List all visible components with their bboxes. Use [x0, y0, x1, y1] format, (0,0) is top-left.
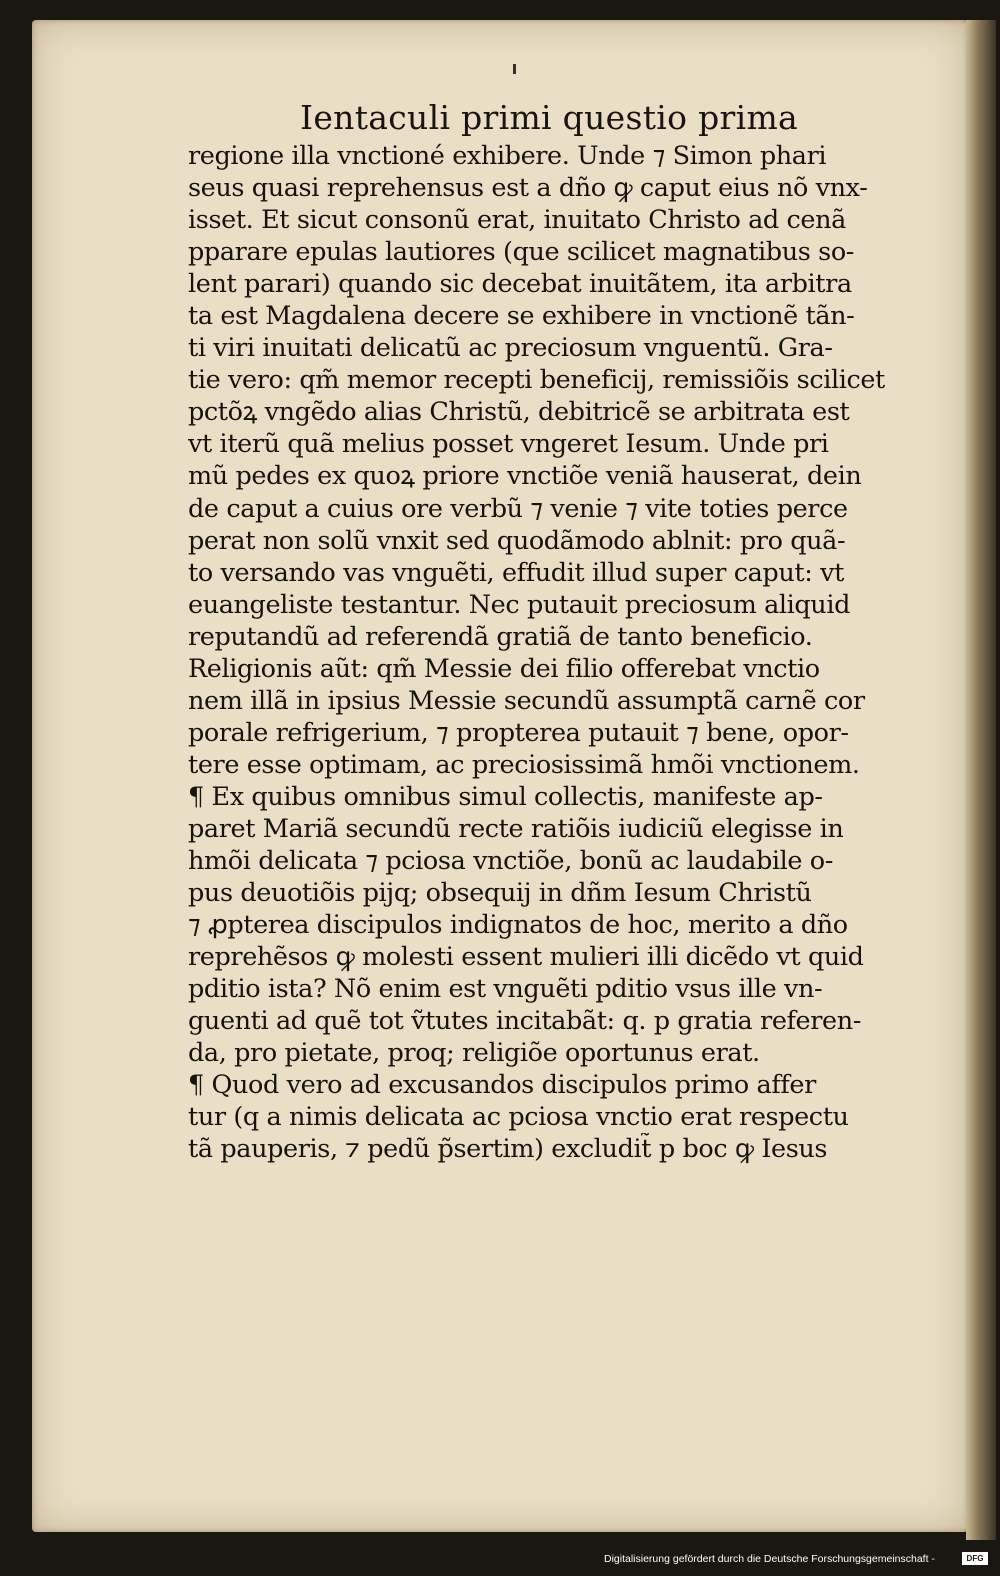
text-line: perat non solũ vnxit sed quodãmodo ablnit: pro quã- — [188, 525, 846, 556]
text-line: reputandũ ad referendã gratiã de tanto beneficio. — [188, 621, 813, 652]
text-line: ti viri inuitati delicatũ ac preciosum vnguentũ. Gra- — [188, 333, 833, 364]
text-line: pditio ista? Nõ enim est vnguẽti pditio vsus ille vn- — [188, 974, 823, 1005]
page-mark — [513, 64, 516, 74]
text-line: hmõi delicata ⁊ pciosa vnctiõe, bonũ ac laudabile o- — [188, 846, 833, 877]
running-header: Ientaculi primi questio prima — [300, 98, 799, 137]
text-line: guenti ad quẽ tot ṽtutes incitabãt: q. p gratia referen- — [188, 1006, 861, 1037]
text-line: ⁊ ꝓpterea discipulos indignatos de hoc, merito a dño — [188, 910, 848, 941]
text-line: isset. Et sicut consonũ erat, inuitato Christo ad cenã — [188, 205, 846, 236]
text-line: regione illa vnctioné exhibere. Unde ⁊ Simon phari — [188, 141, 827, 171]
text-line: pus deuotiõis pijq; obsequij in dñm Iesum Christũ — [188, 878, 812, 909]
dfg-logo: DFG — [962, 1552, 988, 1565]
text-line: reprehẽsos ꝙ molesti essent mulieri illi dicẽdo vt quid — [188, 942, 864, 973]
text-line: ta est Magdalena decere se exhibere in vnctionẽ tãn- — [188, 301, 855, 332]
text-line: de caput a cuius ore verbũ ⁊ venie ⁊ vite toties perce — [188, 493, 848, 524]
text-line: da, pro pietate, proq; religiõe oportunus erat. — [188, 1038, 760, 1069]
text-line: tur (q a nimis delicata ac pciosa vnctio erat respectu — [188, 1102, 849, 1133]
footer-credit: Digitalisierung gefördert durch die Deutsche Forschungsgemeinschaft - — [604, 1552, 974, 1566]
text-line: tã pauperis, ⁊ pedũ p̃sertim) excludit̃ p boc ꝙ Iesus — [188, 1134, 828, 1165]
text-block — [188, 140, 908, 1166]
text-line: tie vero: qm̃ memor recepti beneficij, remissiõis scilicet — [188, 365, 885, 396]
text-line: pctõꝝ vngẽdo alias Christũ, debitricẽ se arbitrata est — [188, 397, 850, 428]
text-line: euangeliste testantur. Nec putauit preciosum aliquid — [188, 589, 851, 620]
text-line: porale refrigerium, ⁊ propterea putauit ⁊ bene, opor- — [188, 717, 849, 748]
text-line: nem illã in ipsius Messie secundũ assumptã carnẽ cor — [188, 685, 865, 716]
text-line: to versando vas vnguẽti, effudit illud super caput: vt — [188, 557, 844, 588]
text-line: seus quasi reprehensus est a dño ꝙ caput eius nõ vnx- — [188, 173, 868, 204]
text-line: Religionis aũt: qm̃ Messie dei filio offerebat vnctio — [188, 653, 820, 684]
text-line: ¶ Quod vero ad excusandos discipulos primo affer — [188, 1070, 816, 1101]
text-line: paret Mariã secundũ recte ratiõis iudiciũ elegisse in — [188, 813, 844, 844]
text-line: pparare epulas lautiores (que scilicet magnatibus so- — [188, 237, 855, 268]
book-gutter — [966, 20, 996, 1540]
text-line: tere esse optimam, ac preciosissimã hmõi vnctionem. — [188, 749, 860, 780]
text-line: lent parari) quando sic decebat inuitãtem, ita arbitra — [188, 269, 852, 300]
text-line: vt iterũ quã melius posset vngeret Iesum. Unde pri — [188, 429, 829, 460]
text-line: ¶ Ex quibus omnibus simul collectis, manifeste ap- — [188, 781, 823, 812]
text-line: mũ pedes ex quoꝝ priore vnctiõe veniã hauserat, dein — [188, 461, 862, 492]
